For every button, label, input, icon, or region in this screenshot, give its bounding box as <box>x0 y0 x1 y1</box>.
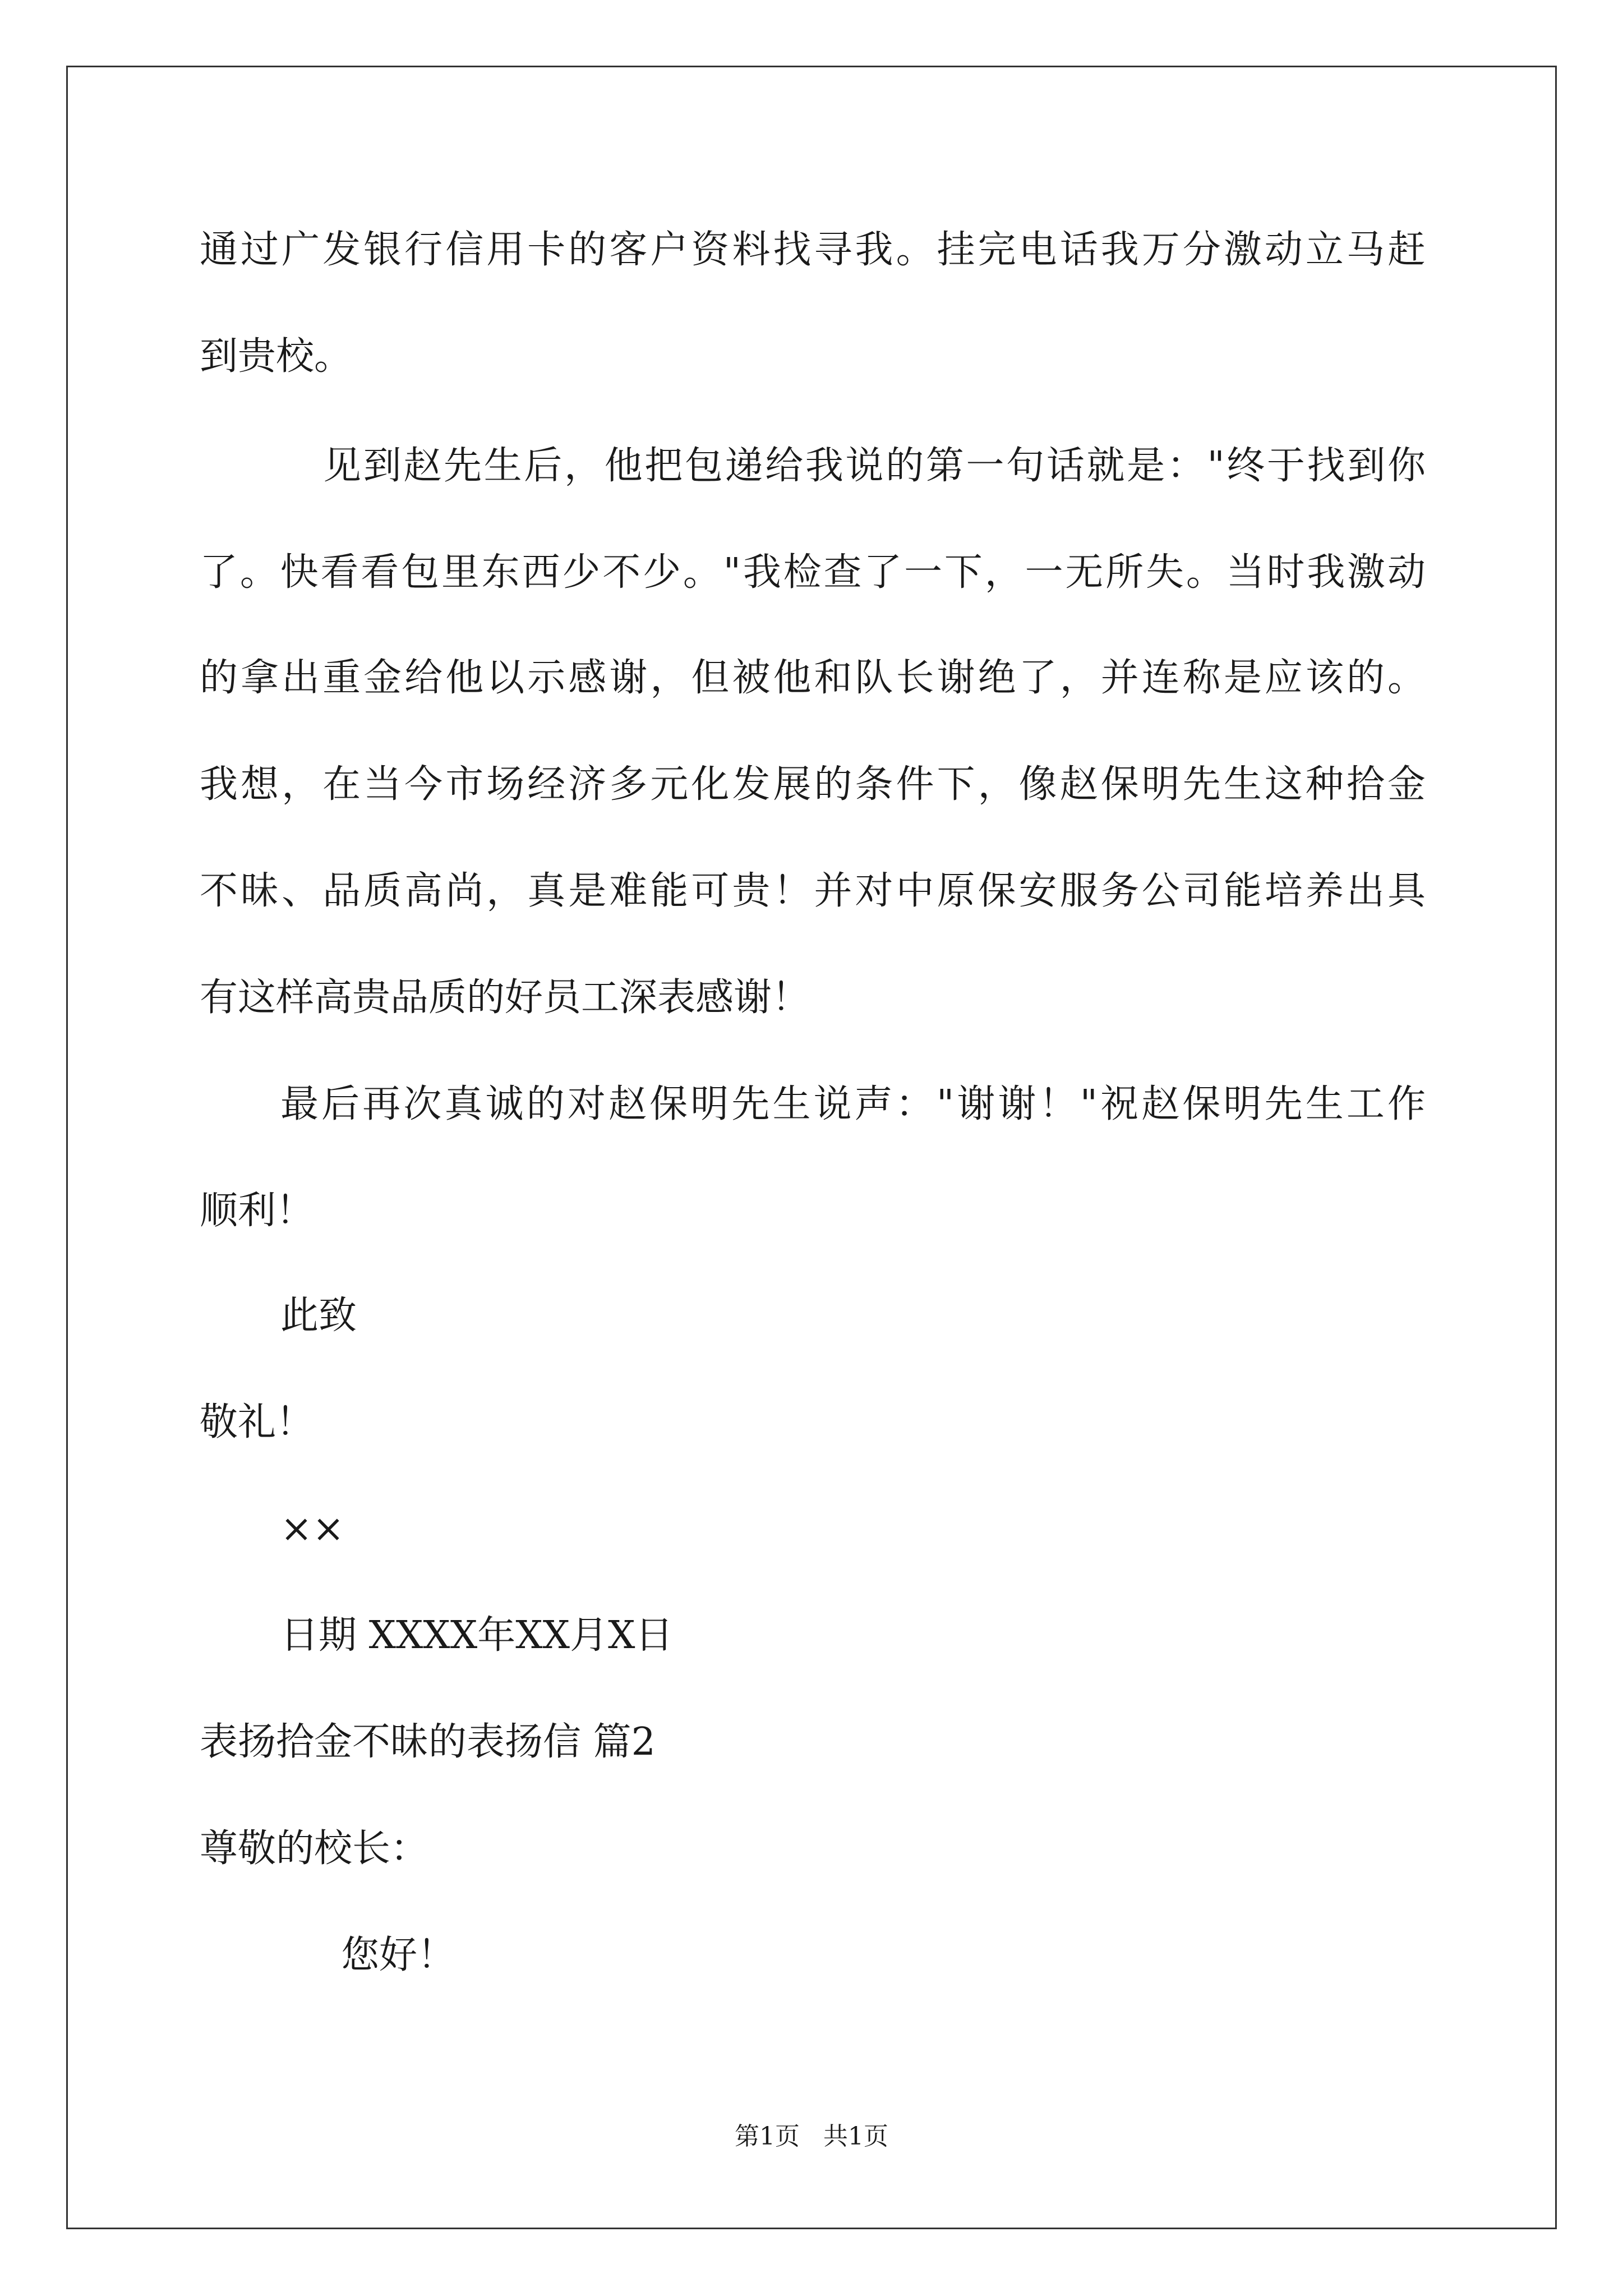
section-heading: 表扬拾金不昧的表扬信 篇2 <box>200 1720 656 1764</box>
page-footer: 第1页 共1页 <box>735 2122 888 2151</box>
body-line: 不昧、品质高尚，真是难能可贵！并对中原保安服务公司能培养出具 <box>200 869 1426 913</box>
body-line: 我想，在当今市场经济多元化发展的条件下，像赵保明先生这种拾金 <box>200 762 1426 807</box>
body-line: 到贵校。 <box>200 334 353 379</box>
body-line: 了。快看看包里东西少不少。"我检查了一下，一无所失。当时我激动 <box>200 550 1426 595</box>
page-border <box>66 66 1557 2229</box>
paragraph-start-line: 见到赵先生后，他把包递给我说的第一句话就是："终于找到你 <box>323 444 1426 488</box>
paragraph-start-line: 最后再次真诚的对赵保明先生说声："谢谢！"祝赵保明先生工作 <box>280 1082 1426 1126</box>
signature: ×× <box>280 1507 344 1551</box>
closing-salutation: 此致 <box>280 1294 357 1338</box>
closing-respect: 敬礼！ <box>200 1400 315 1444</box>
body-line: 的拿出重金给他以示感谢，但被他和队长谢绝了，并连称是应该的。 <box>200 656 1426 700</box>
body-line: 有这样高贵品质的好员工深表感谢！ <box>200 976 810 1020</box>
greeting: 您好！ <box>341 1933 456 1977</box>
body-line: 顺利！ <box>200 1189 315 1233</box>
greeting-recipient: 尊敬的校长： <box>200 1826 429 1871</box>
body-line: 通过广发银行信用卡的客户资料找寻我。挂完电话我万分激动立马赶 <box>200 228 1426 272</box>
date-line: 日期 XXXX年XX月X日 <box>280 1613 674 1658</box>
